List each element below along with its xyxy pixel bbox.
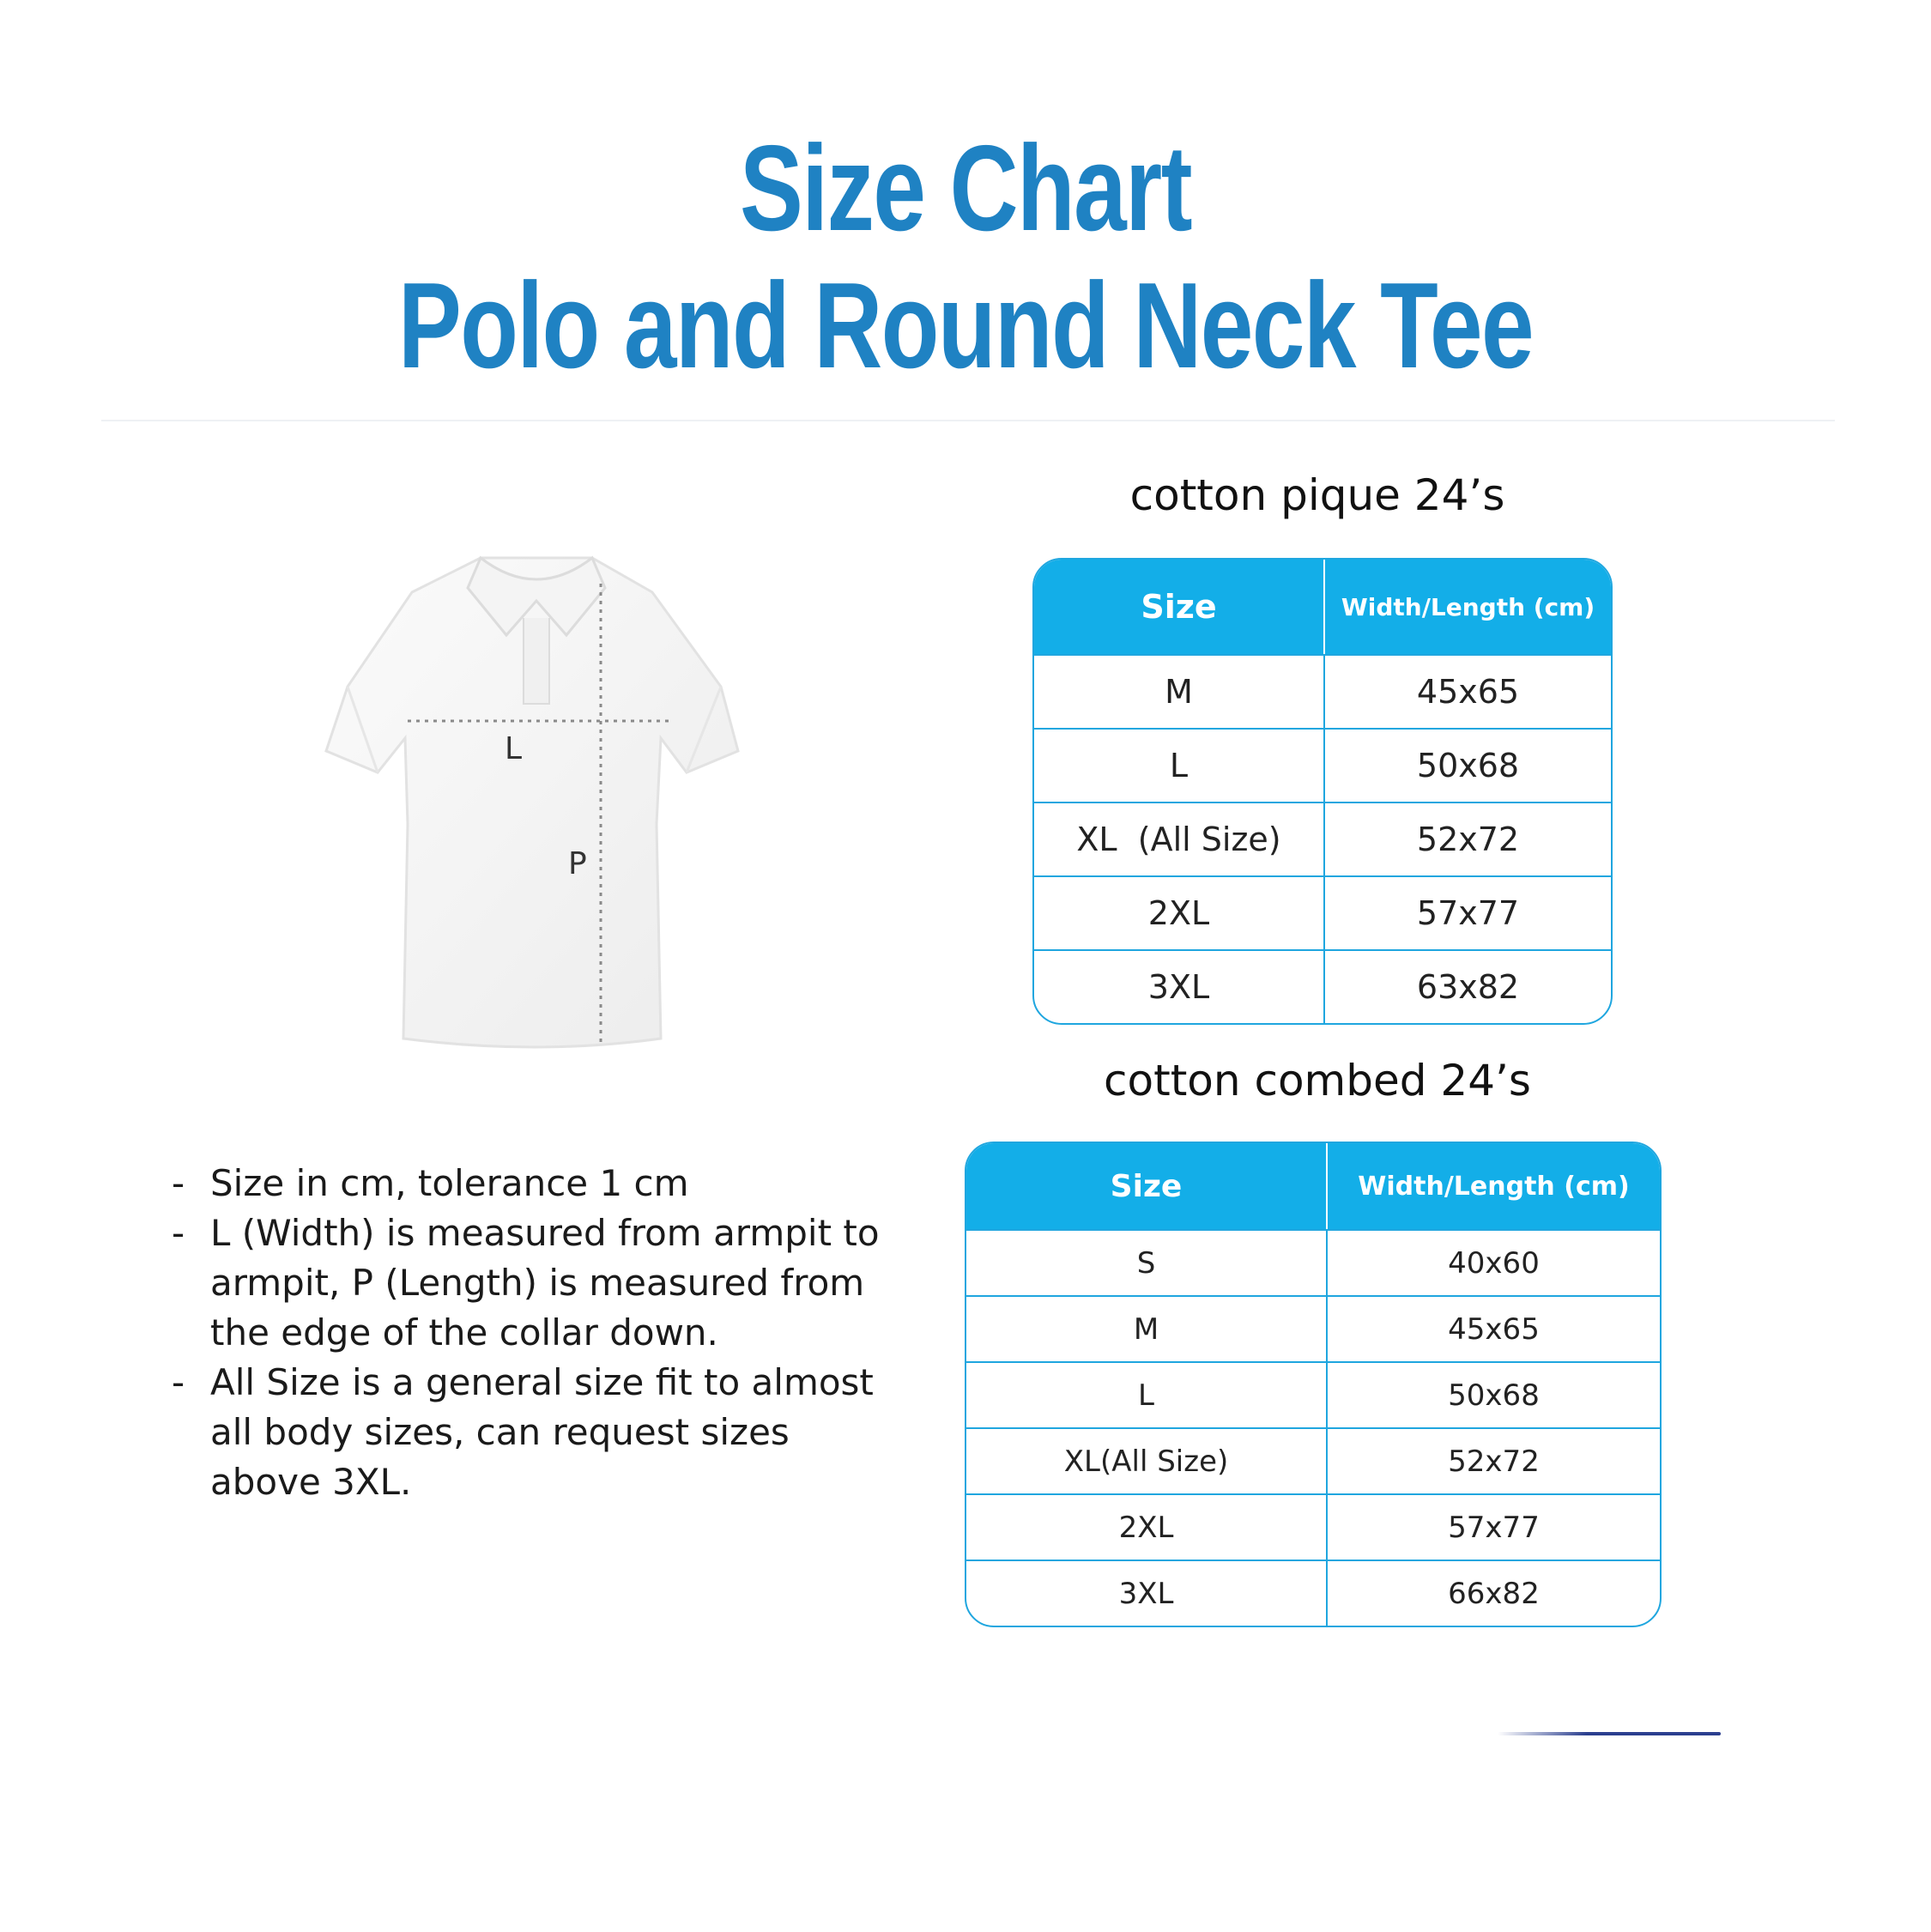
size-cell: L [1034, 730, 1325, 802]
dims-cell: 50x68 [1448, 1378, 1540, 1413]
size-cell: 2XL [1034, 877, 1325, 949]
table-row [1034, 949, 1611, 1023]
table-row [966, 1427, 1660, 1493]
dims-cell: 57x77 [1448, 1510, 1540, 1545]
table-header [1034, 560, 1611, 654]
table-row [1034, 728, 1611, 802]
table-row [966, 1560, 1660, 1626]
measurement-notes [172, 1159, 910, 1507]
header-dims: Width/Length (cm) [1341, 592, 1595, 621]
header-divider [101, 420, 1835, 421]
size-cell: XL(All Size) [966, 1429, 1328, 1493]
pique-table-caption: cotton pique 24’s [1129, 470, 1505, 520]
length-label: P [568, 846, 587, 881]
size-cell: 3XL [1034, 951, 1325, 1023]
page-subtitle: Polo and Round Neck Tee [397, 257, 1534, 394]
size-cell: M [966, 1297, 1328, 1361]
header-dims: Width/Length (cm) [1358, 1171, 1630, 1202]
size-cell: L [966, 1363, 1328, 1427]
note-item: - Size in cm, tolerance 1 cm [172, 1159, 910, 1208]
decorative-accent-line [1498, 1732, 1721, 1735]
table-row [966, 1361, 1660, 1427]
dims-cell: 45x65 [1448, 1311, 1540, 1347]
combed-table-caption: cotton combed 24’s [1104, 1056, 1531, 1105]
table-row [1034, 654, 1611, 728]
dims-cell: 52x72 [1448, 1444, 1540, 1479]
dims-cell: 66x82 [1448, 1576, 1540, 1611]
table-row [1034, 802, 1611, 875]
polo-shirt-illustration [309, 541, 755, 1056]
dims-cell: 52x72 [1416, 821, 1520, 858]
table-row [966, 1295, 1660, 1361]
dims-cell: 40x60 [1448, 1245, 1540, 1281]
dims-cell: 50x68 [1416, 747, 1520, 784]
width-label: L [505, 731, 523, 766]
size-cell: M [1034, 656, 1325, 728]
note-item: - L (Width) is measured from armpit to armpit, P (Length) is measured from the edge of the collar down. [172, 1208, 910, 1358]
dims-cell: 45x65 [1416, 673, 1520, 711]
note-item: - All Size is a general size fit to almost all body sizes, can request sizes above 3XL. [172, 1358, 910, 1507]
size-cell: 2XL [966, 1495, 1328, 1560]
table-header [966, 1143, 1660, 1229]
size-cell: XL (All Size) [1034, 803, 1325, 875]
table-row [966, 1493, 1660, 1560]
header-size: Size [1034, 560, 1325, 654]
table-row [1034, 875, 1611, 949]
size-cell: 3XL [966, 1561, 1328, 1626]
header-size: Size [966, 1143, 1328, 1229]
dims-cell: 63x82 [1416, 968, 1520, 1006]
page-title: Size Chart [739, 120, 1192, 257]
pique-size-table [1032, 558, 1613, 1025]
size-cell: S [966, 1231, 1328, 1295]
combed-size-table [965, 1142, 1662, 1627]
table-row [966, 1229, 1660, 1295]
dims-cell: 57x77 [1416, 894, 1520, 932]
